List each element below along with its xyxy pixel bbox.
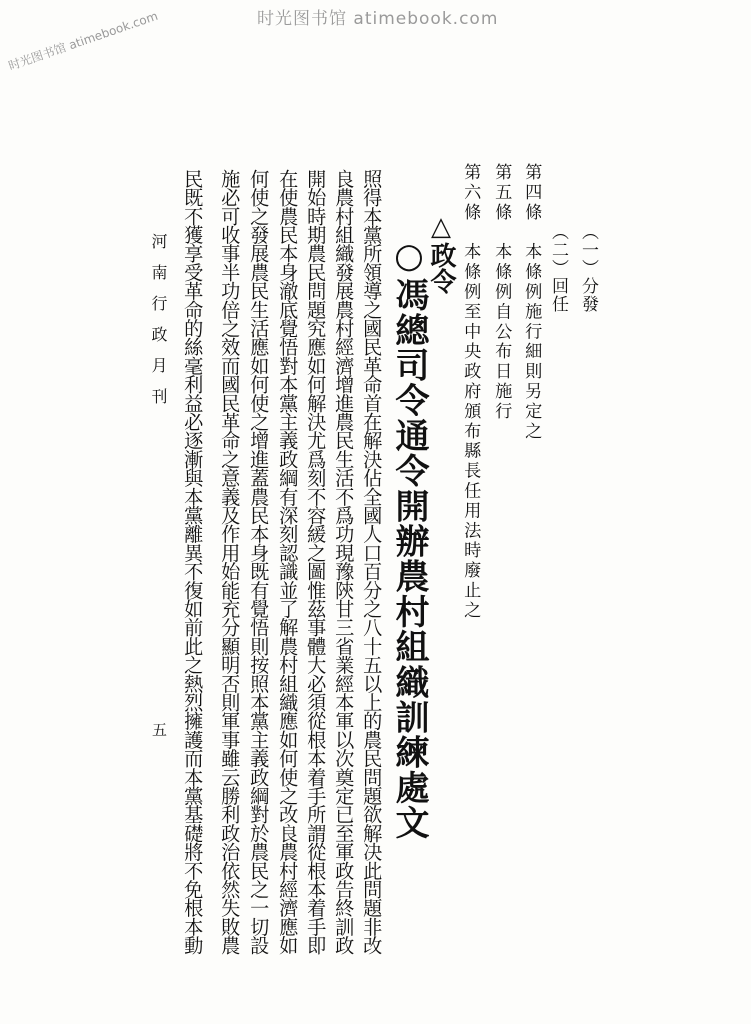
list-item-distribute: （一）分發 [578, 223, 598, 313]
body-line-7: 民既不獲享受革命的絲毫利益必逐漸與本黨離異不復如前此之熱烈擁護而本黨基礎將不免根本動 [181, 169, 205, 955]
article-6: 第六條 本條例至中央政府頒布縣長任用法時廢止之 [460, 163, 481, 621]
article-4: 第四條 本條例施行細則另定之 [521, 163, 542, 442]
watermark-top: 时光图书馆 atimebook.com [257, 9, 499, 29]
list-item-reappoint: （二）回任 [548, 223, 568, 313]
body-line-2: 良農村組織發展農村經濟增進農民生活不爲功現豫陝甘三省業經本軍以次奠定已至軍政告終訓政 [332, 169, 356, 955]
body-line-5: 何使之發展農民生活應如何使之增進蓋農民本身既有覺悟則按照本黨主義政綱對於農民之一切設 [247, 169, 271, 955]
body-line-1: 照得本黨所領導之國民革命首在解決佔全國人口百分之八十五以上的農民問題欲解决此問題非改 [360, 169, 384, 955]
document-heading: ○馮總司令通令開辦農村組織訓練處文 [389, 236, 429, 841]
body-line-6: 施必可收事半功倍之效而國民革命之意義及作用始能充分顯明否則軍事雖云勝利政治依然失敗農 [218, 169, 242, 955]
page-number: 五 [150, 722, 168, 737]
body-line-3: 開始時期農民問題究應如何解決尤爲刻不容緩之圖惟茲事體大必須從根本着手所謂從根本着手即 [304, 169, 328, 955]
section-title: △政令 [426, 212, 456, 294]
article-5: 第五條 本條例自公布日施行 [491, 163, 512, 422]
body-line-4: 在使農民本身澈底覺悟對本黨主義政綱有深刻認識並了解農村組織應如何使之改良農村經濟應如 [276, 169, 300, 955]
watermark-diagonal: 时光图书馆 atimebook.com [6, 8, 160, 74]
journal-title: 河南行政月刊 [149, 233, 168, 419]
